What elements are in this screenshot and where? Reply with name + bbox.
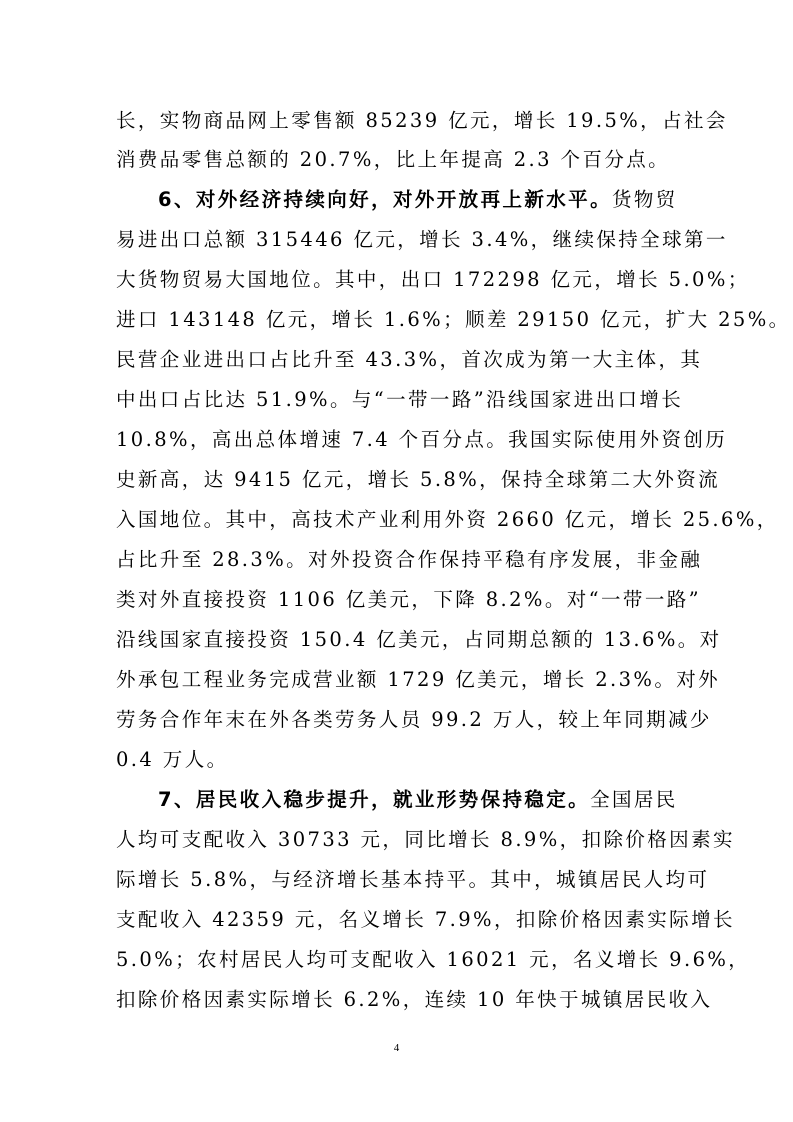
text-line-10: 史新高，达 9415 亿元，增长 5.8%，保持全球第二大外资流 (116, 468, 721, 491)
text-line-4: 易进出口总额 315446 亿元，增长 3.4%，继续保持全球第一 (116, 228, 728, 251)
text-line-1: 长，实物商品网上零售额 85239 亿元，增长 19.5%，占社会 (116, 109, 728, 132)
text-line-5: 大货物贸易大国地位。其中，出口 172298 亿元，增长 5.0%； (116, 268, 750, 291)
section-6-lead-text: 货物贸 (611, 188, 678, 211)
section-6-line (158, 188, 676, 212)
text-line-17: 0.4 万人。 (116, 748, 229, 771)
text-line-11: 入国地位。其中，高技术产业利用外资 2660 亿元，增长 25.6%， (116, 508, 779, 531)
text-line-13: 类对外直接投资 1106 亿美元，下降 8.2%。对“一带一路” (116, 588, 701, 611)
section-7-heading: 7、居民收入稳步提升，就业形势保持稳定。 (158, 788, 591, 811)
section-7-line (158, 788, 676, 812)
text-line-20: 际增长 5.8%，与经济增长基本持平。其中，城镇居民人均可 (116, 868, 710, 891)
text-line-15: 外承包工程业务完成营业额 1729 亿美元，增长 2.3%。对外 (116, 668, 721, 691)
text-line-16: 劳务合作年末在外各类劳务人员 99.2 万人，较上年同期减少 (116, 708, 712, 731)
text-line-19: 人均可支配收入 30733 元，同比增长 8.9%，扣除价格因素实 (116, 828, 735, 851)
text-line-23: 扣除价格因素实际增长 6.2%，连续 10 年快于城镇居民收入 (116, 988, 713, 1011)
text-line-22: 5.0%；农村居民人均可支配收入 16021 元，名义增长 9.6%， (116, 948, 751, 971)
text-line-9: 10.8%，高出总体增速 7.4 个百分点。我国实际使用外资创历 (116, 428, 728, 451)
page-number: 4 (393, 1042, 400, 1054)
text-line-14: 沿线国家直接投资 150.4 亿美元，占同期总额的 13.6%。对 (116, 628, 722, 651)
section-6-heading: 6、对外经济持续向好，对外开放再上新水平。 (158, 188, 612, 211)
text-line-6: 进口 143148 亿元，增长 1.6%；顺差 29150 亿元，扩大 25%。 (116, 308, 791, 331)
text-line-7: 民营企业进出口占比升至 43.3%，首次成为第一大主体，其 (116, 348, 703, 371)
text-line-21: 支配收入 42359 元，名义增长 7.9%，扣除价格因素实际增长 (116, 908, 735, 931)
text-line-2: 消费品零售总额的 20.7%，比上年提高 2.3 个百分点。 (116, 148, 671, 171)
text-line-8: 中出口占比达 51.9%。与“一带一路”沿线国家进出口增长 (116, 388, 684, 411)
text-line-12: 占比升至 28.3%。对外投资合作保持平稳有序发展，非金融 (116, 548, 703, 571)
section-7-lead-text: 全国居民 (590, 788, 678, 811)
